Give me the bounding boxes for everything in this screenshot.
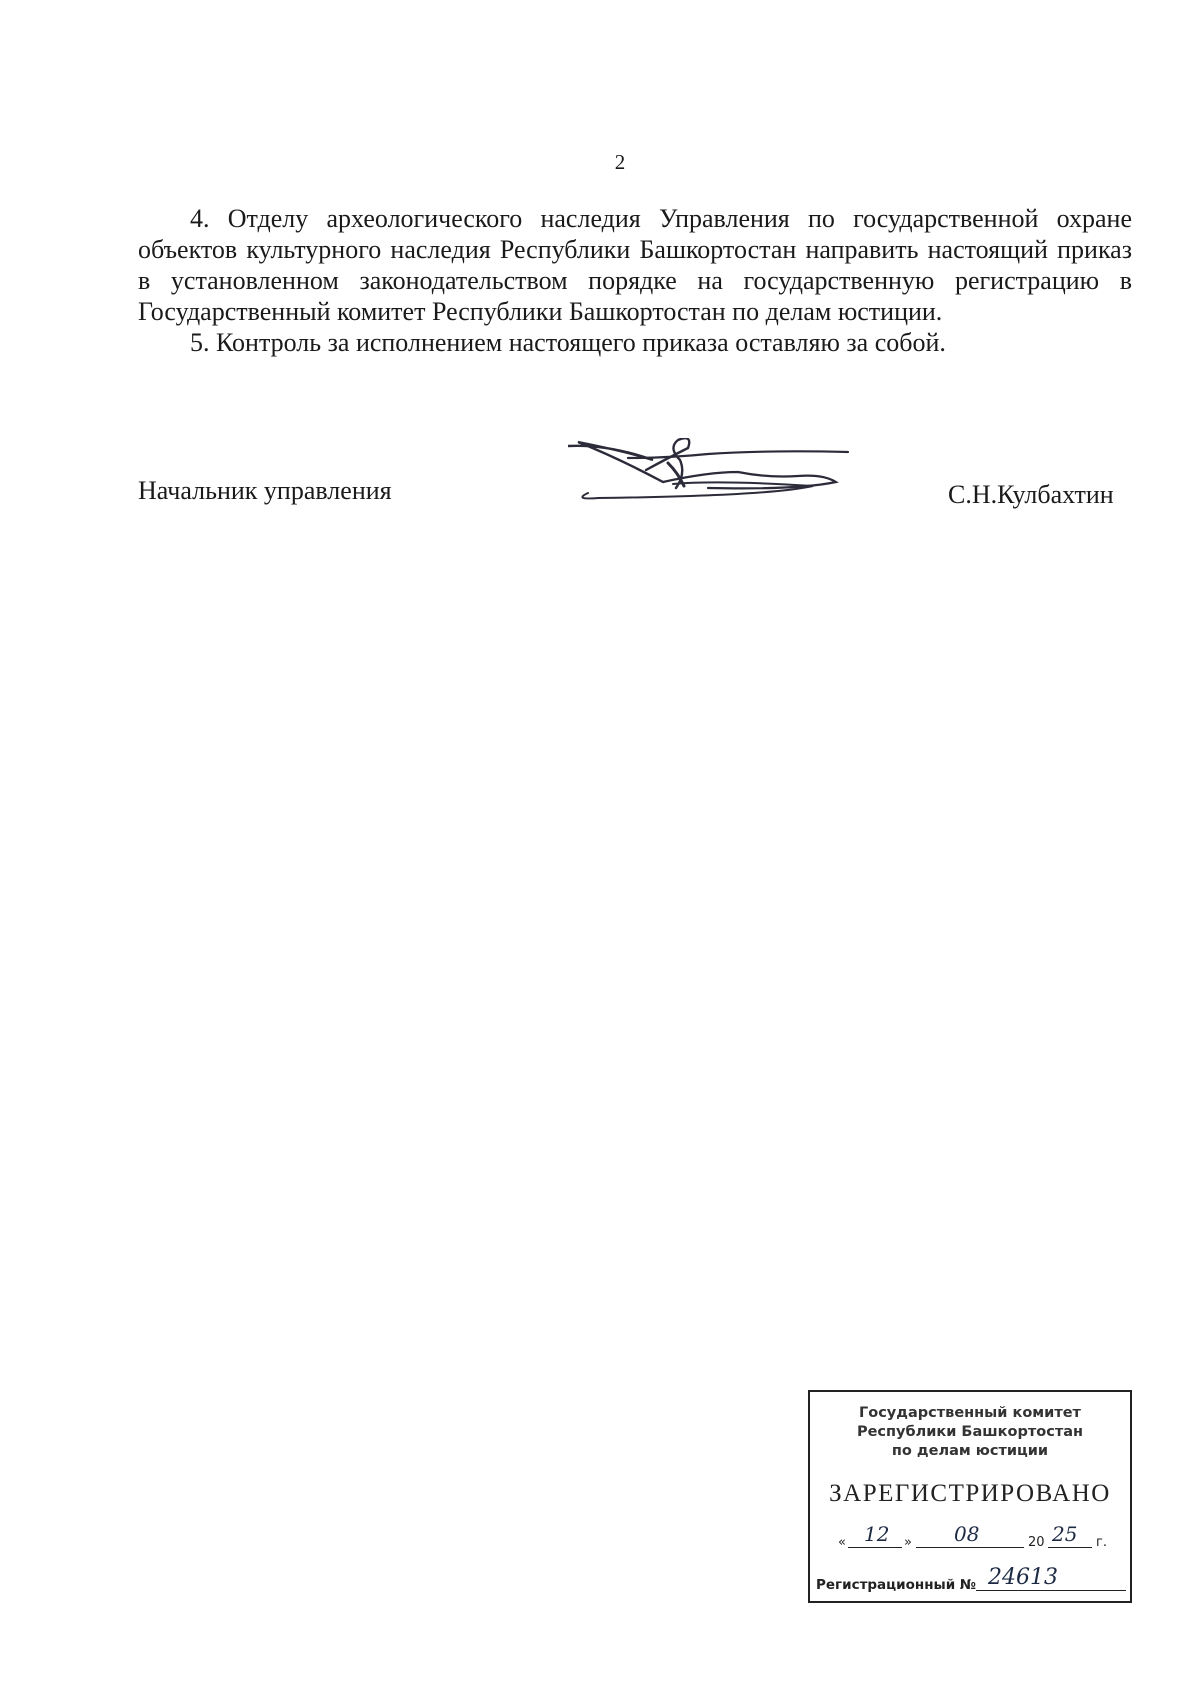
stamp-org-line: Государственный комитет (859, 1405, 1081, 1421)
stamp-organization (810, 1404, 1130, 1461)
page-number: 2 (614, 150, 626, 174)
registration-stamp (808, 1390, 1132, 1603)
stamp-registration (816, 1565, 1126, 1595)
signatory-name: С.Н.Кулбахтин (948, 480, 1114, 509)
stamp-status: ЗАРЕГИСТРИРОВАНО (829, 1480, 1111, 1507)
stamp-year-prefix: 20 (1028, 1535, 1045, 1550)
stamp-day-line (848, 1547, 902, 1548)
handwritten-signature (568, 438, 908, 538)
signatory-title: Начальник управления (138, 476, 392, 505)
document-body (138, 203, 1132, 358)
paragraph-4: 4. Отделу археологического наследия Управления по государственной охране объектов культурного наследия Республики Башкортостан направить настоящий приказ в установленном законодательством порядке на государственную регистрацию в Государственный комитет Республики Башкортостан по делам юстиции. (138, 204, 1132, 326)
stamp-month: 08 (954, 1522, 980, 1546)
paragraph-5: 5. Контроль за исполнением настоящего приказа оставляю за собой. (190, 328, 946, 357)
stamp-day: 12 (864, 1522, 890, 1546)
stamp-reg-label: Регистрационный № (816, 1577, 977, 1593)
stamp-month-line (916, 1547, 1024, 1548)
stamp-year-mark: г. (1096, 1535, 1107, 1550)
stamp-date (838, 1524, 1118, 1552)
stamp-year-line (1048, 1547, 1092, 1548)
stamp-reg-number: 24613 (988, 1565, 1058, 1590)
stamp-org-line: по делам юстиции (891, 1443, 1049, 1459)
stamp-quote-open: « (838, 1535, 846, 1550)
stamp-year: 25 (1052, 1522, 1078, 1546)
stamp-quote-close: » (904, 1535, 912, 1550)
stamp-org-line: Республики Башкортостан (856, 1424, 1084, 1440)
stamp-reg-line (976, 1590, 1126, 1591)
